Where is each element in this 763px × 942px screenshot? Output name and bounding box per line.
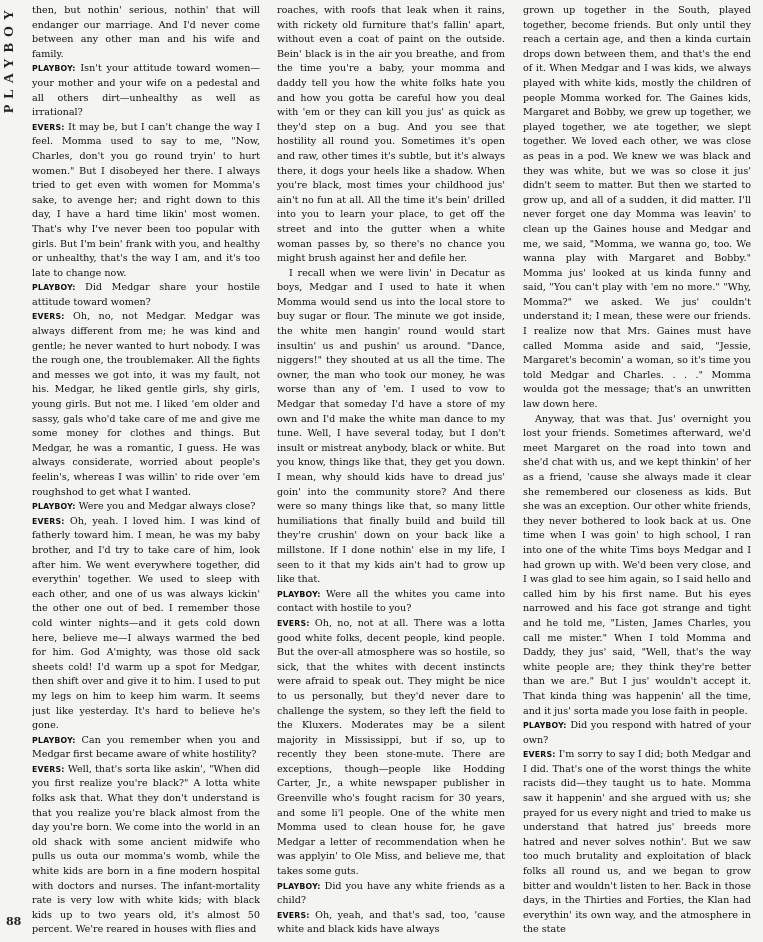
body-paragraph (32, 4, 260, 62)
text-column-1 (32, 4, 260, 938)
interview-paragraph (523, 748, 751, 938)
paragraph-text: roaches, with roofs that leak when it rains, with rickety old furniture that's fallin' apart, without even a coat of paint on the outside. Bein' black is in the air you breathe, and from the time you're a baby, your momma and daddy tell you how the white folks hate you and how you gotta be careful how you deal with 'em or they can kill you jus' as quick as they'd step on a bug. And you see that hostility all round you. Sometimes it's open and raw, other times it's subtle, but it's always there, it dogs your heels like a shadow. When you're black, most times your childhood jus' ain't no fun at all. All the time it's bein' drilled into you to learn your place, to get off the street and into the gutter when a white woman passes by, so there's no chance you might brush against her and defile her. (277, 5, 505, 265)
speaker-label: EVERS: (32, 122, 65, 132)
speaker-label: PLAYBOY: (277, 881, 321, 891)
body-paragraph (523, 4, 751, 413)
speaker-label: EVERS: (277, 618, 310, 628)
speaker-label: PLAYBOY: (32, 283, 76, 293)
paragraph-text: I recall when we were livin' in Decatur as boys, Medgar and I used to hate it when Momma would send us into the local store to buy sugar or flour. The minute we got inside, the white men hangin' round would start insultin' us and pushin' us around. "Dance, niggers!" they shouted at us all the time. The owner, the man who took our money, he was worse than any of 'em. I used to vow to Medgar that someday I'd have a store of my own and I'd make the white man dance to my tune. Well, I have several today, but I don't insult or mistreat anybody, black or white. But you know, things like that, they get you down. I mean, why should kids have to dread jus' goin' into the community store? And there were so many things like that, so many little humiliations that finally build and build till they're crushin' down on your back like a millstone. If I done nothin' else in my life, I seen to it that my kids ain't had to grow up like that. (277, 267, 505, 586)
interview-paragraph (32, 281, 260, 310)
body-paragraph (277, 267, 505, 588)
paragraph-text: Can you remember when you and Medgar first became aware of white hostility? (32, 734, 260, 761)
paragraph-text: Were all the whites you came into contact with hostile to you? (277, 588, 505, 615)
interview-paragraph (32, 62, 260, 120)
interview-paragraph (523, 719, 751, 748)
paragraph-text: Oh, yeah, and that's sad, too, 'cause white and black kids have always (277, 909, 505, 936)
interview-paragraph (32, 515, 260, 734)
interview-paragraph (277, 617, 505, 880)
interview-paragraph (32, 734, 260, 763)
interview-paragraph (32, 121, 260, 282)
paragraph-text: grown up together in the South, played together, become friends. But only until they reach a certain age, and then a kinda curtain drops down between them, and that's the end of it. When Medgar and I was kids, we always played with white kids, mostly the children of people Momma worked for. The Gaines kids, Margaret and Bobby, we grew up together, we played together, we ate together, we slept together. We loved each other, we was close as peas in a pod. We knew we was black and they was white, but we was so close it jus' didn't seem to matter. But then we started to grow up, and all of a sudden, it did matter. I'll never forget one day Momma was leavin' to clean up the Gaines house and Medgar and me, we said, "Momma, we wanna go, too. We wanna play with Margaret and Bobby." Momma jus' looked at us kinda funny and said, "You can't play with 'em no more." "Why, Momma?" we asked. We jus' couldn't understand it; I mean, these were our friends. I realize now that Mrs. Gaines must have called Momma aside and said, "Jessie, Margaret's becomin' a woman, so it's time you told Medgar and Charles. . . ." Momma woulda got the message; that's an unwritten law down here. (523, 5, 751, 411)
paragraph-text: I'm sorry to say I did; both Medgar and I did. That's one of the worst things the white racists did—they taught us to hate. Momma saw it happenin' and she argued with us; she prayed for us every night and tried to make us understand that hatred jus' breeds more hatred and never solves nothin'. But we saw too much brutality and exploitation of black folks all round us, and we began to grow bitter and wouldn't listen to her. Back in those days, in the Thirties and Forties, the Klan had everythin' its own way, and the atmosphere in the state (523, 749, 751, 936)
interview-paragraph (32, 500, 260, 515)
interview-paragraph (277, 588, 505, 617)
paragraph-text: Isn't your attitude toward women—your mother and your wife on a pedestal and all others dirt—unhealthy as well as irrational? (32, 63, 260, 119)
speaker-label: PLAYBOY: (277, 589, 321, 599)
page-number: 88 (6, 915, 22, 928)
paragraph-text: Did Medgar share your hostile attitude toward women? (32, 282, 260, 308)
masthead-logo: PLAYBOY (2, 4, 17, 114)
paragraph-text: Anyway, that was that. Jus' overnight you lost your friends. Sometimes afterward, we'd meet Margaret on the road into town and she'd chat with us, and we kept thinkin' of her as a friend, 'cause she always made it clear she remembered our closeness as kids. But she was an exception. Our other white friends, they never bothered to look back at us. One time when I was goin' to high school, I ran into one of the white Tims boys Medgar and I had grown up with. We'd been very close, and I was glad to see him again, so I said hello and called him by his first name. But his eyes narrowed and his face got strange and tight and he told me, "Listen, James Charles, you call me mister." When I told Momma and Daddy, they jus' said, "Well, that's the way white people are; they think they're better than we are." But I jus' wouldn't accept it. That kinda thing was happenin' all the time, and it jus' sorta made you lose faith in people. (523, 413, 751, 717)
speaker-label: EVERS: (277, 910, 310, 920)
paragraph-text: Oh, no, not at all. There was a lotta good white folks, decent people, kind people. But the over-all atmosphere was so hostile, so sick, that the whites with decent instincts were afraid to speak out. They might be nice to us personally, but they'd never dare to challenge the system, so they left the field to the Kluxers. Moderates may be a silent majority in Mississippi, but if so, up to recently they been stone-mute. There are exceptions, though—people like Hodding Carter, Jr., a white newspaper publisher in Greenville who's fought racism for 30 years, and some li'l people. One of the white men Momma used to clean house for, he gave Medgar a letter of recommendation when he was applyin' to Ole Miss, and believe me, that takes some guts. (277, 617, 505, 878)
paragraph-text: Oh, no, not Medgar. Medgar was always different from me; he was kind and gentle; he never wanted to hurt nobody. I was the rough one, the troublemaker. All the fights and messes we got into, it was my fault, not his. Medgar, he liked gentle girls, shy girls, young girls. But not me. I liked 'em older and sassy, gals who'd take care of me and give me some money for clothes and things. But Medgar, he was a romantic, I guess. He was always considerate, worried about people's feelin's, whereas I was willin' to ride over 'em roughshod to get what I wanted. (32, 311, 260, 498)
paragraph-text: Did you have any white friends as a child? (277, 880, 505, 907)
body-paragraph (523, 413, 751, 719)
text-column-2 (277, 4, 505, 938)
speaker-label: PLAYBOY: (32, 735, 76, 745)
interview-paragraph (32, 763, 260, 938)
paragraph-text: Oh, yeah. I loved him. I was kind of fatherly toward him. I mean, he was my baby brother, and I'd try to take care of him, look after him. We went everywhere together, did everythin' together. We used to sleep with each other, and one of us was always kickin' the other one out of bed. I remember those cold winter nights—and it gets cold down here, believe me—I always warmed the bed for him. God A'mighty, was those old sack sheets cold! I'd warm up a spot for Medgar, then shift over and give it to him. I used to put my legs on him to keep him warm. It seems just like yesterday. It's hard to believe he's gone. (32, 515, 260, 732)
interview-paragraph (32, 310, 260, 500)
speaker-label: EVERS: (523, 750, 556, 760)
paragraph-text: then, but nothin' serious, nothin' that will endanger our marriage. And I'd never come between any other man and his wife and family. (32, 5, 260, 60)
paragraph-text: Did you respond with hatred of your own? (523, 720, 751, 746)
speaker-label: EVERS: (32, 516, 65, 526)
interview-paragraph (277, 880, 505, 909)
paragraph-text: Were you and Medgar always close? (75, 501, 256, 513)
paragraph-text: Well, that's sorta like askin', "When did you first realize you're black?" A lotta white folks ask that. What they don't understand is that you realize you're black almost from the day you're born. We come into the world in an old shack with some ancient midwife who pulls us outa our momma's womb, while the white kids are born in a fine modern hospital with doctors and nurses. The infant-mortality rate is very low with white kids; with black kids up to two years old, it's almost 50 percent. We're reared in houses with flies and (32, 763, 260, 936)
speaker-label: PLAYBOY: (523, 721, 567, 731)
paragraph-text: It may be, but I can't change the way I feel. Momma used to say to me, "Now, Charles, don't you go round tryin' to hurt women." But I disobeyed her there. I always tried to get even with women for Momma's sake, to avenge her; and right down to this day, I have a hard time likin' most women. That's why I've never been too popular with girls. But I'm bein' frank with you, and healthy or unhealthy, that's the way I am, and it's too late to change now. (32, 121, 260, 279)
interview-paragraph (277, 909, 505, 938)
speaker-label: EVERS: (32, 764, 65, 774)
speaker-label: EVERS: (32, 312, 65, 322)
text-column-3 (523, 4, 751, 938)
body-paragraph (277, 4, 505, 267)
speaker-label: PLAYBOY: (32, 64, 76, 74)
speaker-label: PLAYBOY: (32, 502, 76, 512)
